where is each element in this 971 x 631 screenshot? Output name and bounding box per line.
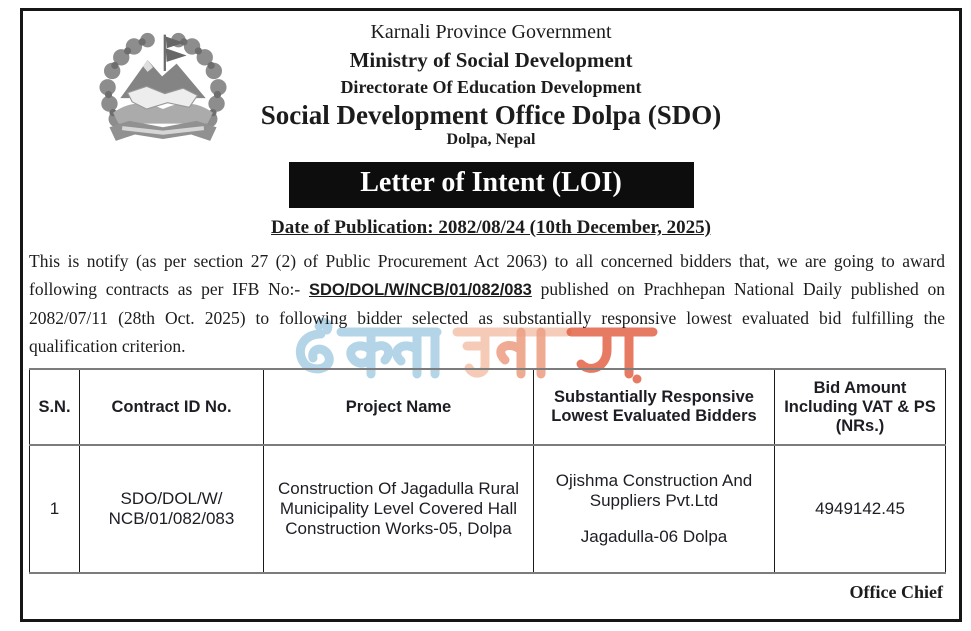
government-name: Karnali Province Government (370, 21, 612, 43)
notice-paragraph (29, 247, 945, 360)
contract-id-line1: SDO/DOL/W/ (120, 489, 223, 508)
header-bid-amount: Bid Amount Including VAT & PS (NRs.) (775, 369, 946, 445)
ifb-number: SDO/DOL/W/NCB/01/082/083 (309, 281, 532, 299)
header-sn: S.N. (30, 369, 80, 445)
header-contract-id: Contract ID No. (80, 369, 264, 445)
table-header-row (30, 369, 946, 445)
letterhead (23, 11, 959, 149)
cell-project-name: Construction Of Jagadulla Rural Municipality Level Covered Hall Construction Works-05, Dolpa (264, 445, 534, 573)
header-bidders: Substantially Responsive Lowest Evaluated Bidders (534, 369, 775, 445)
cell-bid-amount: 4949142.45 (775, 445, 946, 573)
directorate-name: Directorate Of Education Development (340, 77, 642, 97)
bidder-address: Jagadulla-06 Dolpa (580, 527, 728, 546)
publication-date-line: Date of Publication: 2082/08/24 (10th December, 2025) (271, 217, 711, 238)
award-table (29, 368, 946, 574)
nepal-government-emblem-icon (93, 31, 233, 149)
document-border-frame (20, 8, 962, 622)
header-project-name: Project Name (264, 369, 534, 445)
ministry-name: Ministry of Social Development (349, 48, 633, 72)
office-location: Dolpa, Nepal (446, 131, 536, 148)
cell-bidder (534, 445, 775, 573)
signature-title: Office Chief (849, 582, 943, 602)
cell-contract-id (80, 445, 264, 573)
document-content (23, 11, 959, 603)
notice-text-after-ifb: published on Prachhepan National Daily published on 2082/07/11 (28th Oct. 2025) to following bidder selected as substantially responsive lowest evaluated bid fulfilling the qualification criterion. (29, 279, 945, 356)
table-row (30, 445, 946, 573)
letter-of-intent-banner: Letter of Intent (LOI) (289, 162, 694, 208)
bidder-name: Ojishma Construction And Suppliers Pvt.Ltd (555, 471, 753, 510)
contract-id-line2: NCB/01/082/083 (108, 509, 235, 528)
office-name: Social Development Office Dolpa (SDO) (260, 100, 722, 130)
motto-ribbon (109, 121, 216, 141)
notice-text-before-ifb: This is notify (as per section 27 (2) of Public Procurement Act 2063) to all concerned bidders that, we are going to award following contracts as per IFB No:- (29, 251, 945, 299)
cell-sn: 1 (30, 445, 80, 573)
hills (113, 104, 213, 124)
